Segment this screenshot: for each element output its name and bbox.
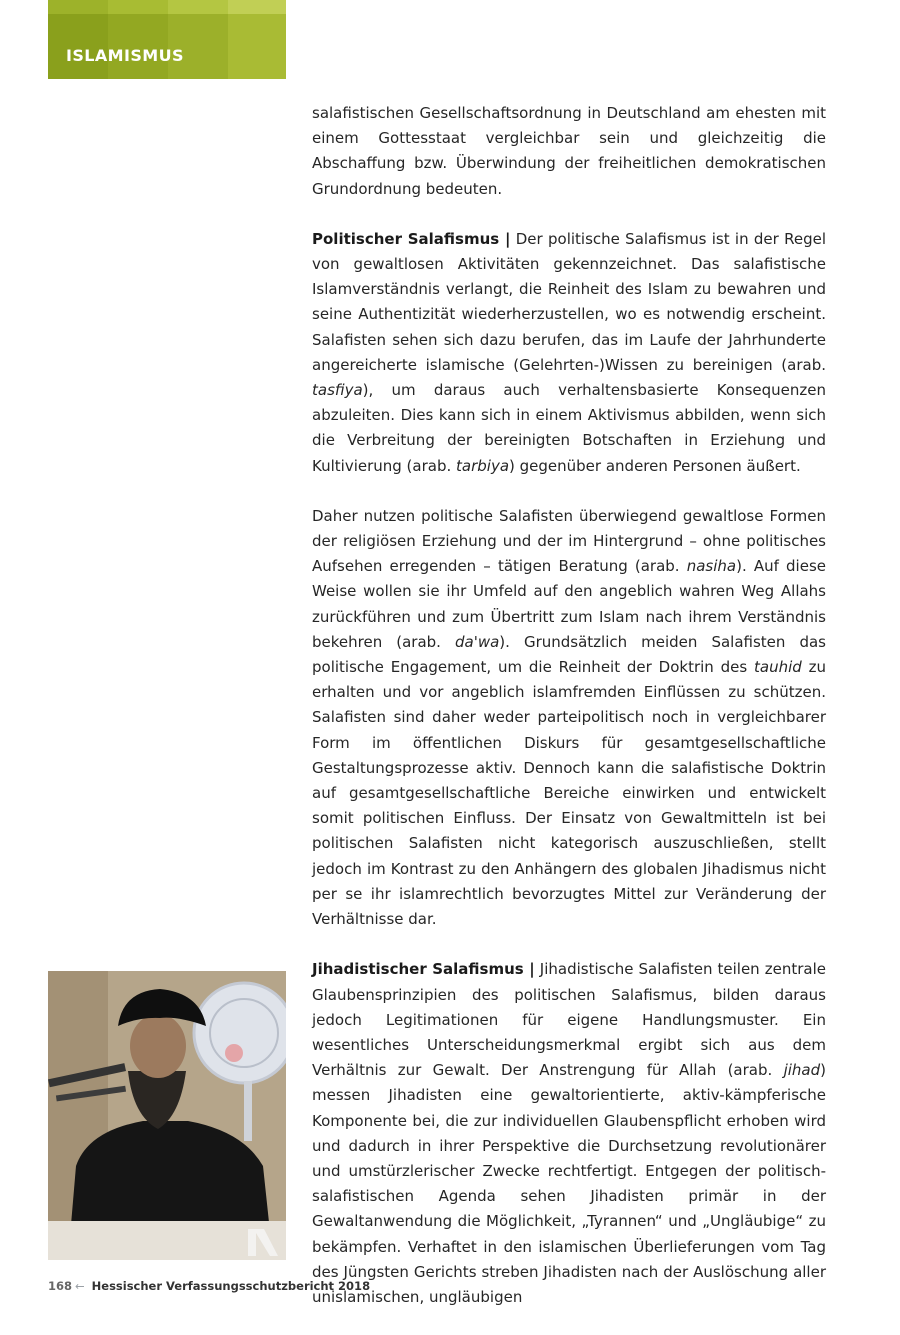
arabic-term: da'wa [454, 632, 500, 651]
header-tile [228, 0, 286, 14]
paragraph-heading: Politischer Salafismus | [312, 229, 511, 248]
paragraph-text: ). Grundsätzlich meiden Salafisten das politische Engagement, um die Reinheit der Doktrin des [312, 632, 826, 677]
paragraph-text: zu erhalten und vor angeblich islamfremden Einflüssen zu schützen. Salafisten sind daher weder parteipolitisch noch in vergleichbarer Form im öffentlichen Diskurs für gesamtgesellschaftliche Gestaltungsprozesse aktiv. Dennoch kann die salafistische Doktrin auf gesamtgesellschaftliche Bereiche einwirken und entwickelt somit politischen Einfluss. Der Einsatz von Gewaltmitteln ist bei politischen Salafisten nicht kategorisch auszuschließen, stellt jedoch im Kontrast zu den Anhängern des globalen Jihadismus nicht per se ihr islamrechtlich bevorzugtes Mittel zur Veränderung der Verhältnisse dar. [312, 658, 827, 929]
paragraph-text: ), um daraus auch verhaltensbasierte Konsequenzen abzuleiten. Dies kann sich in einem Aktivismus abbilden, wenn sich die Verbreitung der bereinigten Botschaften in Erziehung und Kultivierung (arab. [312, 381, 826, 475]
page-footer [48, 1279, 370, 1293]
paragraph-intro: salafistischen Gesellschaftsordnung in Deutschland am ehesten mit einem Gottesstaat vergleichbar sein und gleichzeitig die Abschaffung bzw. Überwindung der freiheitlichen demokratischen Grundordnung bedeuten. [312, 104, 826, 198]
section-header-band [48, 0, 286, 79]
back-arrow-icon[interactable]: ← [75, 1279, 85, 1293]
arabic-term: nasiha [686, 557, 737, 576]
header-tile [228, 14, 286, 79]
paragraph-political-salafism [312, 227, 826, 479]
photo-speaker [48, 971, 286, 1260]
arabic-term: tarbiya [456, 456, 510, 475]
arabic-term: tauhid [754, 658, 802, 677]
paragraph-jihadist-salafism [312, 957, 826, 1310]
header-tile [168, 0, 228, 14]
header-tile [108, 0, 168, 14]
section-title: ISLAMISMUS [66, 46, 184, 65]
photo-illustration [48, 971, 286, 1260]
body-text [312, 101, 826, 1335]
paragraph-text: ) messen Jihadisten eine gewaltorientierte, aktiv-kämpferische Komponente bei, die zur individuellen Glaubenspflicht erhoben wird und dadurch in ihrer Perspektive die Durchsetzung revolutionärer und umstürzlerischer Zwecke rechtfertigt. Entgegen der politisch-salafistischen Agenda sehen Jihadisten primär in der Gewaltanwendung die Möglichkeit, „Tyrannen“ und „Ungläubige“ zu bekämpfen. Verhaftet in den islamischen Überlieferungen vom Tag des Jüngsten Gerichts streben Jihadisten nach der Auslöschung aller unislamischen, ungläubigen [312, 1061, 826, 1306]
face-shape [130, 1014, 186, 1078]
fan-hub [225, 1044, 243, 1062]
fan-stand [244, 1081, 252, 1141]
paragraph-text: ). Auf diese Weise wollen sie ihr Umfeld auf den angeblich wahren Weg Allahs zurückführen und zum Übertritt zum Islam nach ihrem Verständnis bekehren (arab. [312, 557, 826, 651]
fan-icon [194, 983, 286, 1083]
report-title: Hessischer Verfassungsschutzbericht 2018 [91, 1279, 371, 1293]
arabic-term: tasfiya [312, 381, 363, 400]
paragraph-text: Daher nutzen politische Salafisten überwiegend gewaltlose Formen der religiösen Erziehung und der im Hintergrund – ohne politisches Aufsehen erregenden – tätigen Beratung (arab. [312, 506, 826, 576]
paragraph-text: Der politische Salafismus ist in der Regel von gewaltlosen Aktivitäten gekennzeichnet. Das salafistische Islamverständnis verlangt, die Reinheit des Islam zu bewahren und seine Authentizität wiederherzustellen, wo es notwendig erscheint. Salafisten sehen sich dazu berufen, das im Laufe der Jahrhunderte angereicherte islamische (Gelehrten-)Wissen zu bereinigen (arab. [312, 229, 827, 374]
page-number: 168 [48, 1279, 73, 1293]
arabic-term: jihad [783, 1061, 821, 1080]
paragraph-political-methods [312, 504, 826, 932]
paragraph-text: Jihadistische Salafisten teilen zentrale Glaubensprinzipien des politischen Salafismus, bilden daraus jedoch Legitimationen für eigene Handlungsmuster. Ein wesentliches Unterscheidungsmerkmal ergibt sich aus dem Verhältnis zur Gewalt. Der Anstrengung für Allah (arab. [312, 960, 827, 1080]
paragraph-text: ) gegenüber anderen Personen äußert. [509, 456, 801, 475]
paragraph-heading: Jihadistischer Salafismus | [312, 960, 535, 979]
header-tile [48, 0, 108, 14]
